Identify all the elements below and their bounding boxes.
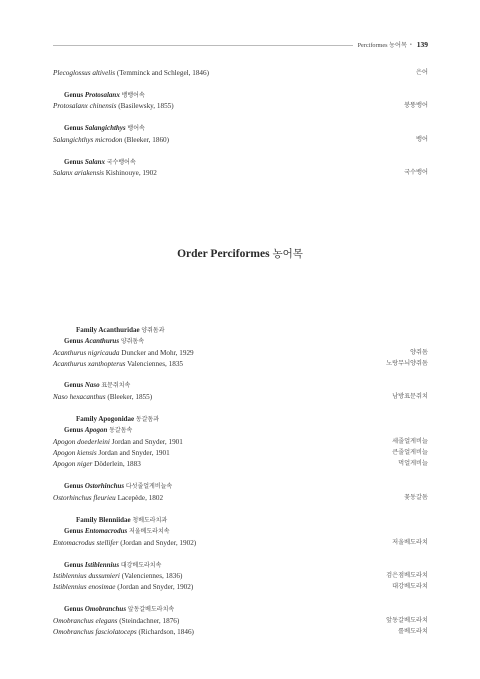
species-entry <box>53 437 428 447</box>
species-entry <box>53 538 428 548</box>
family-korean-name: 양쥐돔과 <box>141 327 165 334</box>
family-korean-name: 동갈돔과 <box>135 416 160 423</box>
species-author: (Temminck and Schlegel, 1846) <box>116 69 210 77</box>
genus-korean-name: 저울베도라치속 <box>128 528 170 535</box>
species-korean-name: 남방표문쥐치 <box>392 393 428 400</box>
genus-korean-name: 동갈돔속 <box>109 427 133 434</box>
species-author: Duncker and Mohr, 1929 <box>121 349 194 357</box>
species-name: Apogon niger <box>53 460 93 468</box>
species-korean-name: 꽃동갈돔 <box>404 494 428 501</box>
species-entry <box>53 459 428 469</box>
genus-heading <box>64 380 130 391</box>
genus-heading <box>64 123 145 134</box>
species-entry <box>53 392 428 402</box>
species-entry <box>53 348 428 358</box>
species-name: Istiblennius enosimae <box>53 583 116 591</box>
genus-korean-name: 대강베도라치속 <box>120 562 162 569</box>
genus-name: Protosalanx <box>84 91 120 99</box>
genus-korean-name: 다섯줄얼게비늘속 <box>125 483 173 490</box>
genus-prefix: Genus <box>64 605 84 613</box>
genus-prefix: Genus <box>64 158 84 166</box>
species-name: Acanthurus nigricauda <box>53 349 120 357</box>
family-heading <box>76 325 165 336</box>
genus-name: Salangichthys <box>84 124 126 132</box>
species-korean-name: 검은점베도라치 <box>386 572 428 579</box>
species-author: (Richardson, 1846) <box>138 628 194 636</box>
genus-korean-name: 양쥐돔속 <box>120 338 144 345</box>
species-entry <box>53 616 428 626</box>
species-korean-name: 뱅어 <box>416 136 428 143</box>
family-name: Family Blenniidae <box>76 516 131 524</box>
species-name: Salanx ariakensis <box>53 169 104 177</box>
species-entry <box>53 448 428 458</box>
family-name: Family Acanthuridae <box>76 326 140 334</box>
species-name: Acanthurus xanthopterus <box>53 360 126 368</box>
species-author: (Valenciennes, 1836) <box>121 572 183 580</box>
genus-korean-name: 뱅어속 <box>127 125 145 132</box>
genus-heading <box>64 604 174 615</box>
genus-prefix: Genus <box>64 91 84 99</box>
genus-heading <box>64 560 161 571</box>
species-name: Salangichthys microdon <box>53 136 123 144</box>
species-korean-name: 세줄얼게비늘 <box>392 438 428 445</box>
species-author: (Jordan and Snyder, 1902) <box>120 539 197 547</box>
species-korean-name: 먹얼게비늘 <box>398 460 428 467</box>
genus-prefix: Genus <box>64 381 84 389</box>
species-name: Omobranchus fasciolatoceps <box>53 628 137 636</box>
species-author: (Basilewsky, 1855) <box>118 102 174 110</box>
species-korean-name: 큰줄얼게비늘 <box>392 449 428 456</box>
order-korean: 농어목 <box>272 248 303 260</box>
species-author: Jordan and Snyder, 1901 <box>111 438 183 446</box>
header-separator: • <box>409 43 412 48</box>
species-korean-name: 저울베도라치 <box>392 539 428 546</box>
species-korean-name: 은어 <box>416 69 428 76</box>
order-latin: Order Perciformes <box>177 248 270 260</box>
running-title: Perciformes 농어목 <box>357 42 407 49</box>
species-entry <box>53 359 428 369</box>
genus-prefix: Genus <box>64 527 84 535</box>
genus-name: Entomacrodus <box>84 527 128 535</box>
species-entry <box>53 582 428 592</box>
species-author: (Jordan and Snyder, 1902) <box>117 583 194 591</box>
genus-name: Omobranchus <box>84 605 127 613</box>
genus-heading <box>64 481 172 492</box>
species-entry <box>53 493 428 503</box>
species-name: Apogon doederleini <box>53 438 110 446</box>
genus-heading <box>64 336 144 347</box>
page-number: 139 <box>416 40 428 49</box>
genus-name: Naso <box>84 381 100 389</box>
genus-prefix: Genus <box>64 561 84 569</box>
species-name: Istiblennius dussumieri <box>53 572 120 580</box>
header-rule <box>53 45 353 46</box>
species-author: (Bleeker, 1860) <box>124 136 170 144</box>
genus-name: Ostorhinchus <box>84 482 125 490</box>
genus-heading <box>64 157 136 168</box>
species-entry <box>53 571 428 581</box>
species-name: Plecoglossus altivelis <box>53 69 116 77</box>
species-korean-name: 앞동갈베도라치 <box>386 617 428 624</box>
genus-heading <box>64 425 132 436</box>
species-name: Naso hexacanthus <box>53 393 106 401</box>
genus-name: Acanthurus <box>84 337 120 345</box>
genus-prefix: Genus <box>64 482 84 490</box>
genus-korean-name: 뱅뱅어속 <box>121 92 145 99</box>
family-name: Family Apogonidae <box>76 415 135 423</box>
species-korean-name: 롤베도라치 <box>398 628 428 635</box>
genus-prefix: Genus <box>64 337 84 345</box>
family-heading <box>76 515 167 526</box>
genus-heading <box>64 90 145 101</box>
running-header <box>358 40 428 49</box>
species-author: (Steindachner, 1876) <box>119 617 180 625</box>
species-author: Döderlein, 1883 <box>94 460 141 468</box>
species-author: (Bleeker, 1855) <box>107 393 153 401</box>
species-name: Entomacrodus stellifer <box>53 539 119 547</box>
order-heading <box>0 246 480 261</box>
genus-korean-name: 국수뱅어속 <box>106 159 136 166</box>
genus-prefix: Genus <box>64 426 84 434</box>
species-korean-name: 대강베도라치 <box>392 583 428 590</box>
species-name: Ostorhinchus fleurieu <box>53 494 116 502</box>
species-korean-name: 붕뚱뱅어 <box>404 102 428 109</box>
species-entry <box>53 135 428 145</box>
species-entry <box>53 627 428 637</box>
species-name: Omobranchus elegans <box>53 617 118 625</box>
species-korean-name: 양쥐돔 <box>410 349 428 356</box>
species-author: Valenciennes, 1835 <box>127 360 184 368</box>
species-korean-name: 노랑무늬양쥐돔 <box>386 360 428 367</box>
family-heading <box>76 414 159 425</box>
genus-name: Istiblennius <box>84 561 120 569</box>
species-entry <box>53 168 428 178</box>
species-korean-name: 국수뱅어 <box>404 169 428 176</box>
species-author: Jordan and Snyder, 1901 <box>98 449 170 457</box>
family-korean-name: 청베도라치과 <box>132 517 168 524</box>
species-entry <box>53 101 428 111</box>
genus-name: Salanx <box>84 158 106 166</box>
genus-korean-name: 표문쥐치속 <box>101 382 131 389</box>
species-author: Lacepède, 1802 <box>117 494 164 502</box>
species-name: Apogon kiensis <box>53 449 97 457</box>
species-author: Kishinouye, 1902 <box>105 169 157 177</box>
genus-heading <box>64 526 170 537</box>
genus-name: Apogon <box>84 426 108 434</box>
genus-prefix: Genus <box>64 124 84 132</box>
species-name: Protosalanx chinensis <box>53 102 117 110</box>
genus-korean-name: 앞동갈베도라치속 <box>127 606 175 613</box>
species-entry <box>53 68 428 78</box>
